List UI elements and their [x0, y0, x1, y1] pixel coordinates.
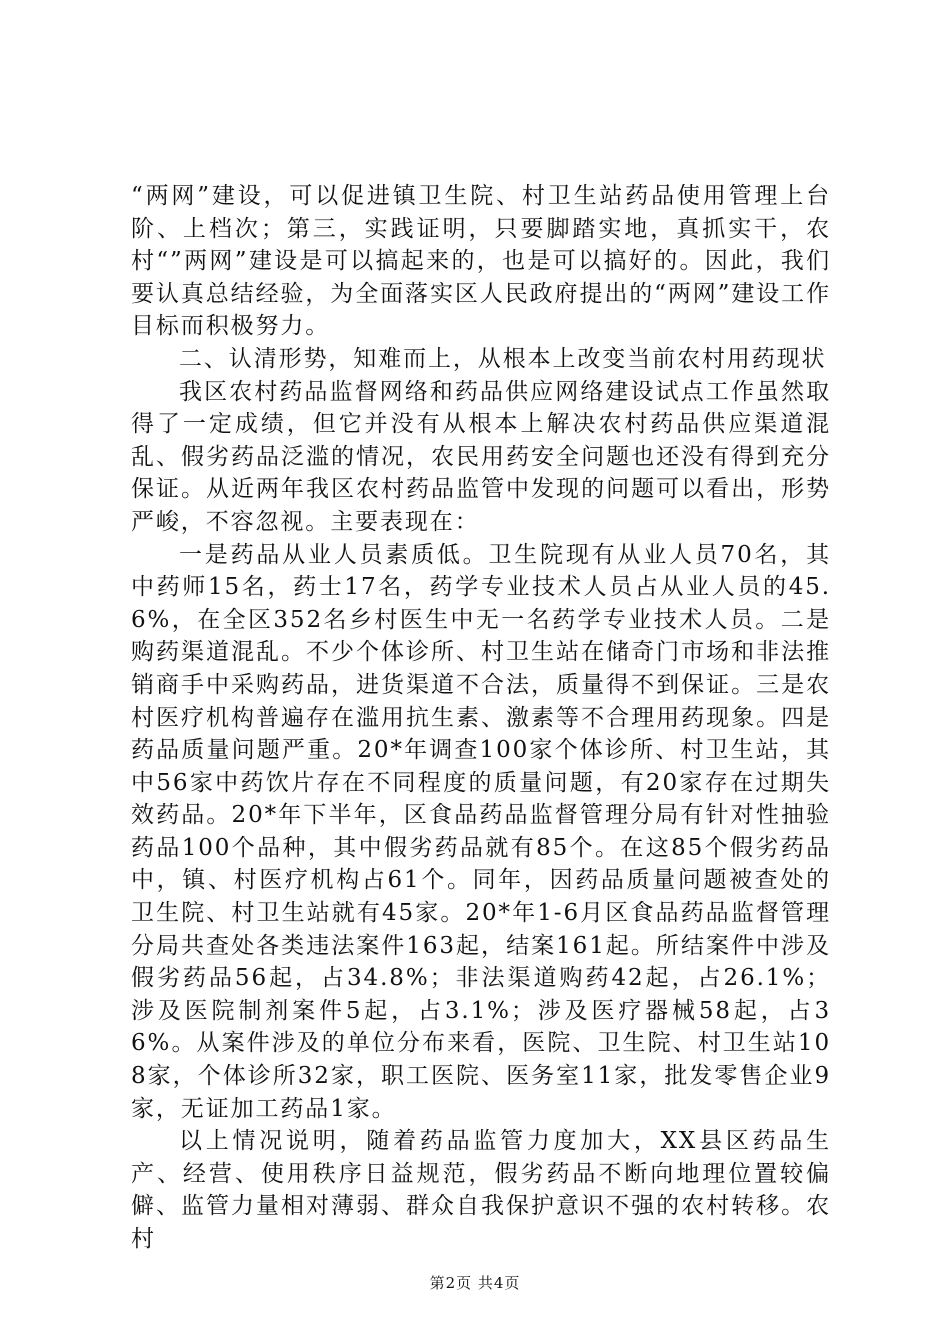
- paragraph-lianwang-conclusion: “两网”建设，可以促进镇卫生院、村卫生站药品使用管理上台阶、上档次；第三，实践证明，只要脚踏实地，真抓实干，农村“”两网”建设是可以搞起来的，也是可以搞好的。因此，我们要认真总结经验，为全面落实区人民政府提出的“两网”建设工作目标而积极努力。: [131, 183, 831, 340]
- document-body: [131, 180, 831, 1256]
- paragraph-problems-statistics: 一是药品从业人员素质低。卫生院现有从业人员70名，其中药师15名，药士17名，药学专业技术人员占从业人员的45.6%，在全区352名乡村医生中无一名药学专业技术人员。二是购药渠道混乱。不少个体诊所、村卫生站在储奇门市场和非法推销商手中采购药品，进货渠道不合法，质量得不到保证。三是农村医疗机构普遍存在滥用抗生素、激素等不合理用药现象。四是药品质量问题严重。20*年调查100家个体诊所、村卫生站，其中56家中药饮片存在不同程度的质量问题，有20家存在过期失效药品。20*年下半年，区食品药品监督管理分局有针对性抽验药品100个品种，其中假劣药品就有85个。在这85个假劣药品中，镇、村医疗机构占61个。同年，因药品质量问题被查处的卫生院、村卫生站就有45家。20*年1-6月区食品药品监督管理分局共查处各类违法案件163起，结案161起。所结案件中涉及假劣药品56起，占34.8%；非法渠道购药42起，占26.1%；涉及医院制剂案件5起，占3.1%；涉及医疗器械58起，占36%。从案件涉及的单位分布来看，医院、卫生院、村卫生站108家，个体诊所32家，职工医院、医务室11家，批发零售企业9家，无证加工药品1家。: [131, 541, 831, 1122]
- paragraph-summary: 以上情况说明，随着药品监管力度加大，XX县区药品生产、经营、使用秩序日益规范，假劣药品不断向地理位置较偏僻、监管力量相对薄弱、群众自我保护意识不强的农村转移。农村: [131, 1128, 831, 1252]
- section-heading-2: 二、认清形势，知难而上，从根本上改变当前农村用药现状: [179, 345, 827, 372]
- paragraph-situation-overview: 我区农村药品监督网络和药品供应网络建设试点工作虽然取得了一定成绩，但它并没有从根本上解决农村药品供应渠道混乱、假劣药品泛滥的情况，农民用药安全问题也还没有得到充分保证。从近两年我区农村药品监管中发现的问题可以看出，形势严峻，不容忽视。主要表现在：: [131, 378, 831, 535]
- page-number-footer: 第2页 共4页: [429, 1274, 521, 1292]
